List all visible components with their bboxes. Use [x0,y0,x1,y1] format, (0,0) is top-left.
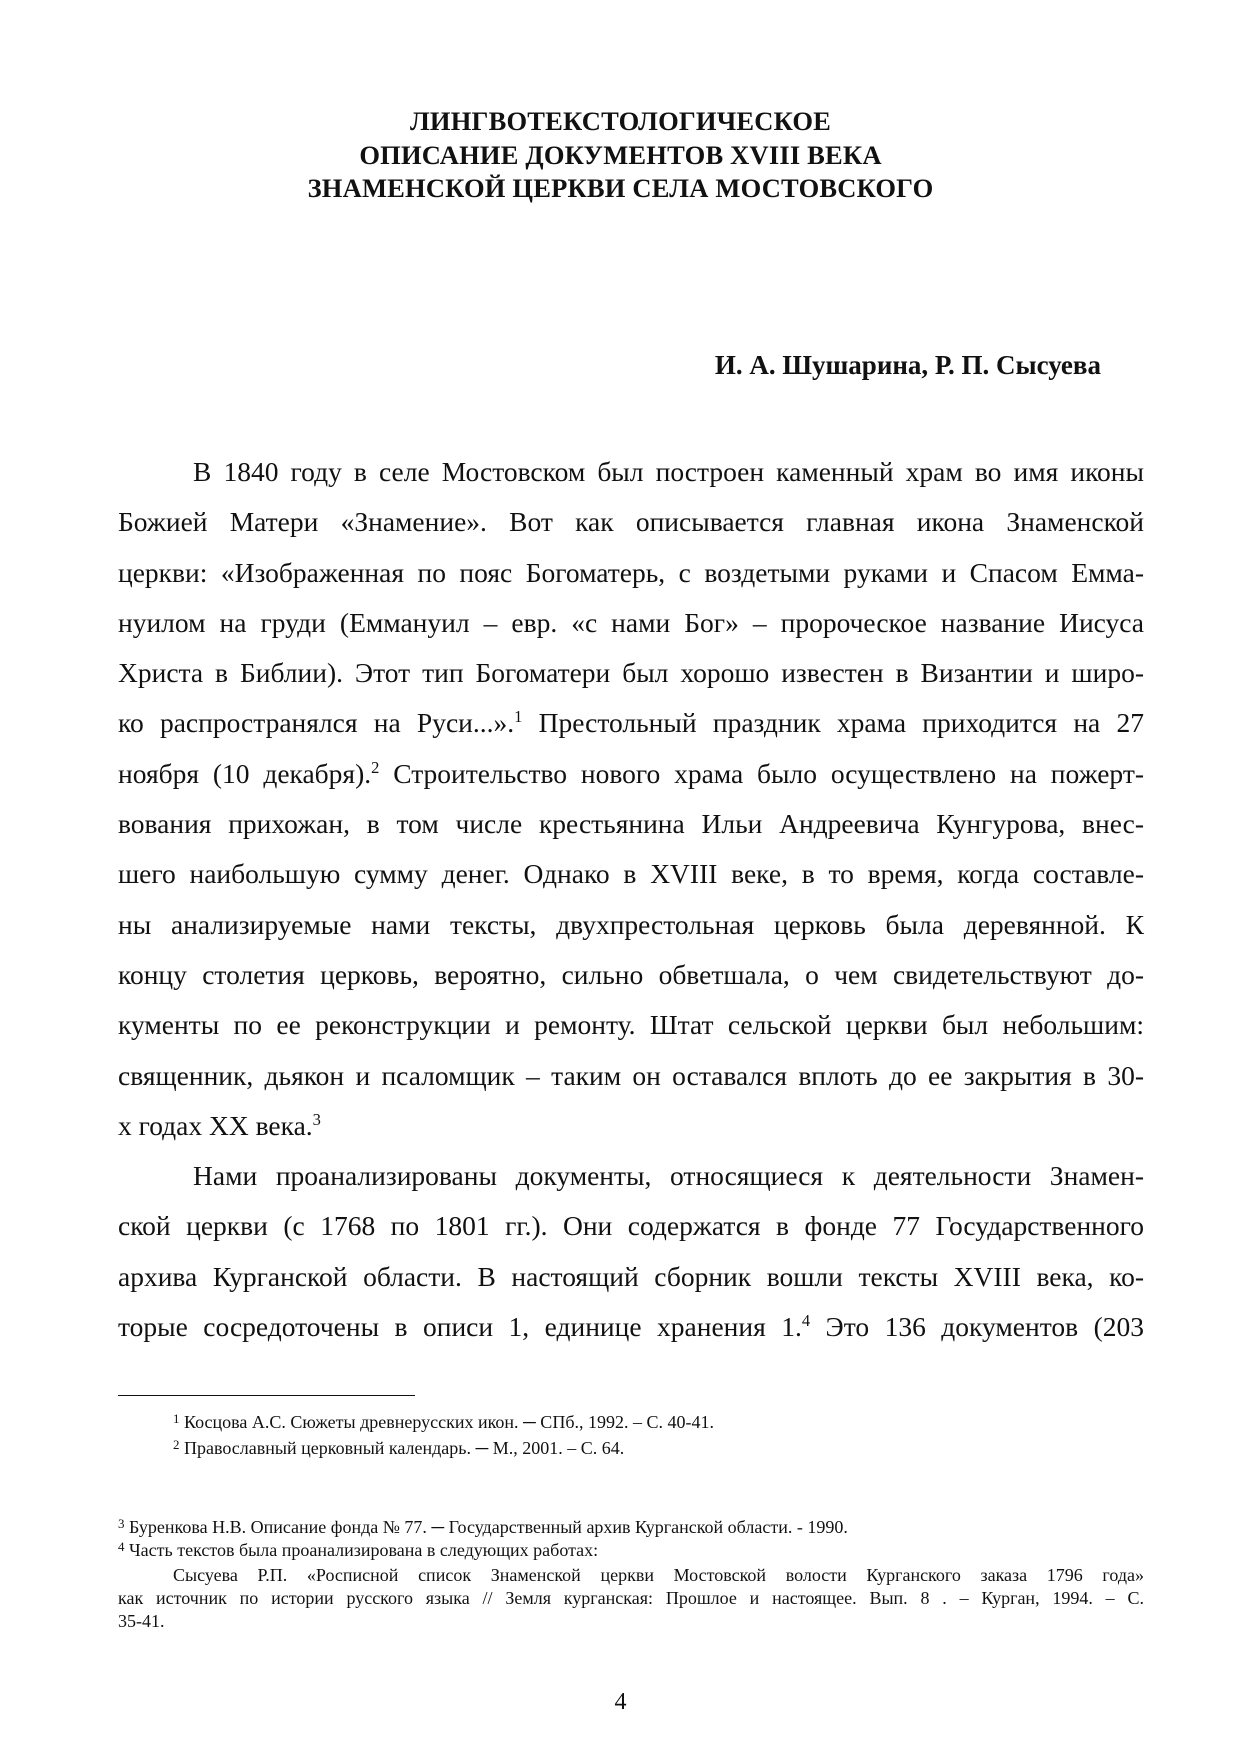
body-line [118,1302,1144,1352]
body-text: Строительство нового храма было осуществлено на пожерт- [393,757,1144,789]
footnote-number: 1 [173,1411,180,1426]
body-line: ны анализируемые нами тексты, двухпрестольная церковь была деревянной. К [118,908,1144,940]
body-line: шего наибольшую сумму денег. Однако в XVIII веке, в то время, когда составле- [118,858,1144,890]
body-text: Это 136 документов (203 [825,1311,1144,1343]
authors: И. А. Шушарина, Р. П. Сысуева [714,350,1101,380]
footnote-number: 3 [118,1516,125,1531]
body-line [118,749,1144,799]
footnote-ref-1[interactable]: 1 [514,707,523,727]
body-line: вования прихожан, в том числе крестьянина Ильи Андреевича Кунгурова, внес- [118,808,1144,840]
footnote-number: 2 [173,1437,180,1452]
footnote-ref-3[interactable]: 3 [312,1109,321,1129]
footnote-text: Часть текстов была проанализирована в следующих работах: [128,1540,599,1560]
body-text: торые сосредоточены в описи 1, единице хранения 1. [118,1311,802,1343]
footnote-1 [173,1411,714,1433]
body-line: Божией Матери «Знамение». Вот как описывается главная икона Знаменской [118,506,1144,538]
footnote-text: Буренкова Н.В. Описание фонда № 77. ─ Государственный архив Курганской области. - 1990. [128,1517,848,1537]
article-title [0,105,1241,206]
body-line: церкви: «Изображенная по пояс Богоматерь, с воздетыми руками и Спасом Емма- [118,556,1144,588]
body-line [118,1101,1144,1151]
body-line: Христа в Библии). Этот тип Богоматери был хорошо известен в Византии и широ- [118,657,1144,689]
body-line: кументы по ее реконструкции и ремонту. Штат сельской церкви был небольшим: [118,1009,1144,1041]
footnote-text: Косцова А.С. Сюжеты древнерусских икон. ─ СПб., 1992. – С. 40-41. [183,1412,714,1432]
body-line: ской церкви (с 1768 по 1801 гг.). Они содержатся в фонде 77 Государственного [118,1210,1144,1242]
title-line-1: ЛИНГВОТЕКСТОЛОГИЧЕСКОЕ [409,106,832,136]
body-text: ко распространялся на Руси...». [118,707,515,739]
footnote-number: 4 [118,1539,125,1554]
footnote-3 [118,1516,848,1538]
body-line [118,698,1144,748]
body-line: архива Курганской области. В настоящий сборник вошли тексты XVIII века, ко- [118,1260,1144,1292]
footnote-separator [118,1395,415,1396]
footnote-ref-2[interactable]: 2 [371,757,380,777]
footnote-4-line: как источник по истории русского языка // Земля курганская: Прошлое и настоящее. Вып. 8 . – Курган, 1994. – С. [118,1588,1144,1608]
body-text: х годах XX века. [118,1109,313,1141]
body-line: священник, дьякон и псаломщик – таким он оставался вплоть до ее закрытия в 30- [118,1059,1144,1091]
body-text: ноября (10 декабря). [118,757,372,789]
footnote-text: Православный церковный календарь. ─ М., 2001. – С. 64. [183,1438,625,1458]
footnote-ref-4[interactable]: 4 [801,1310,811,1330]
footnote-4 [118,1539,598,1561]
body-line: Нами проанализированы документы, относящиеся к деятельности Знамен- [193,1160,1144,1192]
footnote-4-line: 35-41. [118,1611,165,1631]
footnote-2 [173,1437,624,1459]
body-line: нуилом на груди (Еммануил – евр. «с нами Бог» – пророческое название Иисуса [118,606,1144,638]
page-number: 4 [614,1689,627,1715]
footnote-4-line: Сысуева Р.П. «Росписной список Знаменской церкви Мостовской волости Курганского заказа 1796 года» [173,1565,1144,1585]
title-line-2: ОПИСАНИЕ ДОКУМЕНТОВ XVIII ВЕКА [359,139,882,170]
body-line: В 1840 году в селе Мостовском был построен каменный храм во имя иконы [193,456,1144,487]
article-body [118,447,1144,1352]
body-text: Престольный праздник храма приходится на 27 [538,707,1145,739]
title-line-3: ЗНАМЕНСКОЙ ЦЕРКВИ СЕЛА МОСТОВСКОГО [307,173,934,203]
body-line: концу столетия церковь, вероятно, сильно обветшала, о чем свидетельствуют до- [118,958,1144,990]
